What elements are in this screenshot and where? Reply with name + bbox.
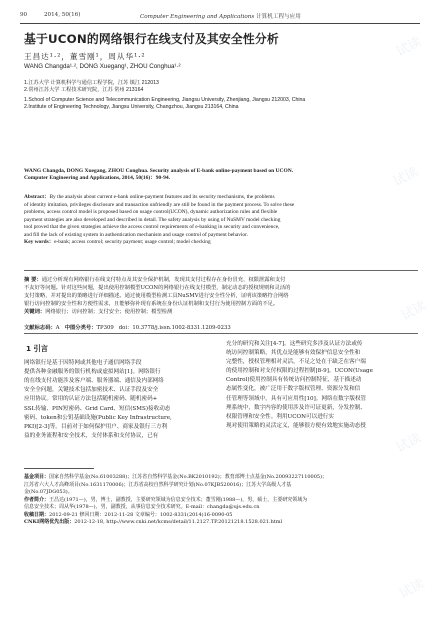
body-line: 任管理等领域中，具有可应用性[10]。网络在数字版权管 bbox=[226, 395, 367, 402]
affiliation-line: 1.江苏大学 计算机科学与通信工程学院，江苏 镇江 212013 bbox=[24, 80, 159, 86]
body-line: 的使用控制和对支付权限的过程控制[8-9]。UCON(Usage bbox=[226, 368, 373, 375]
abstract-line: 银行访问控制的安全性和方便性需求，且能够弥补现有系统在身份认证机制和支付行为使用控制方面的不足。 bbox=[24, 301, 279, 307]
body-line: 理系统中，数字内容的使用涉及许可证更新，分发控制、 bbox=[226, 404, 366, 411]
body-line: 现对使用策略的灵活定义，能够很方便有效地实施动态授 bbox=[226, 422, 366, 429]
doc-code-label: 文献标志码： bbox=[24, 325, 56, 331]
footnote-text: 2012-12-18, http://www.cnki.net/kcms/detail/11.2127.TP.20121218.1528.021.html bbox=[74, 519, 283, 525]
citation-block bbox=[24, 168, 418, 183]
footnote-label: 作者简介： bbox=[24, 496, 50, 503]
keywords-label: Key words： bbox=[24, 239, 55, 245]
doi: doi：10.3778/j.issn.1002-8331.1209-0233 bbox=[118, 325, 231, 331]
watermark: 试读 bbox=[396, 576, 427, 602]
volume-issue: 2014, 50(16) bbox=[44, 12, 81, 18]
footnote-text: 2012-09-21 修回日期：2012-11-28 文章编号：1002-8331(2014)16-0090-05 bbox=[49, 511, 233, 518]
abstract-label: Abstract： bbox=[24, 194, 50, 200]
watermark: 试读 bbox=[393, 430, 424, 456]
clc-label: 中图分类号： bbox=[64, 325, 97, 331]
citation-line: Computer Engineering and Applications, 2014, 50(16)：90-94. bbox=[24, 175, 170, 182]
abstract-label: 摘 要： bbox=[24, 277, 42, 283]
watermark: 试读 bbox=[398, 298, 429, 324]
footnote-text: 王昌达(1971—)，男，博士，副教授，主要研究领域为信息安全技术；董雪刚(1988—)，男，硕士，主要研究领域为 bbox=[49, 496, 308, 503]
body-line: 权限管理和安全性。利用UCON可以进行实 bbox=[226, 413, 334, 420]
footnotes bbox=[24, 474, 418, 527]
divider bbox=[24, 270, 418, 271]
affiliations-chinese bbox=[24, 80, 159, 95]
abstract-line: and fill the lack of existing system in authentication mechanism and usage control of payment behavior. bbox=[24, 231, 248, 238]
body-line: 完整性，授权管理相对灵活，不足之处在于缺乏在客户端 bbox=[226, 359, 366, 366]
keywords-label: 关键词： bbox=[24, 309, 46, 315]
keywords-text: 网络银行；访问控制；支付安全；使用控制；模型检测 bbox=[45, 309, 173, 315]
body-line: SSL传输、PIN短密码、Grid Card、短信(SMS)接收动态 bbox=[24, 405, 171, 412]
footnote-label: 基金项目： bbox=[24, 474, 50, 480]
affiliation-line: 2.Institute of Engineering Technology, Jiangsu University, Changzhou, Jiangsu 213164, China bbox=[24, 104, 239, 111]
authors-chinese: 王昌达¹·²，董雪刚¹，周从华¹·² bbox=[24, 52, 146, 61]
clc-value: TP309 bbox=[96, 325, 114, 331]
body-line: 充分的研究和关注[4-7]。这些研究多涉及认证方法或传 bbox=[226, 341, 363, 347]
affiliation-line: 1.School of Computer Science and Telecommunication Engineering, Jiangsu University, Zhenjiang, Jiangsu 212003, China bbox=[24, 97, 306, 103]
body-line: 态属性变化，被广泛用于数字版权管理、资源分发和信 bbox=[226, 386, 361, 393]
abstract-line: 通过分析现有网络银行在线支付特点及其安全保护机制，发现其支付过程存在身份冒充、权限泄露和支付 bbox=[41, 277, 286, 283]
paper-title: 基于UCON的网络银行在线支付及其安全性分析 bbox=[24, 32, 279, 46]
abstract-line: of identity imitation, privileges disclosure and transaction unfriendly are still be found in the payment process. To solve these bbox=[24, 201, 295, 208]
body-line: 提供各种金融服务的银行机构或虚拟网站[1]。网络银行 bbox=[24, 369, 161, 376]
affiliation-line: 2.常州江苏大学 工程技术研究院，江苏 常州 213164 bbox=[24, 87, 144, 94]
abstract-english bbox=[24, 194, 418, 247]
body-line: 应用协议。常用的认证方法包括随机密码、随机密码+ bbox=[24, 396, 158, 403]
journal-name bbox=[140, 12, 301, 20]
body-line: 网络银行是基于因特网或其他电子通信网络手段 bbox=[24, 360, 142, 367]
footnote-text: 信息安全技术；周从华(1978—)，男，副教授，从事信息安全技术研究。E-mail：changda@ujs.edu.cn bbox=[24, 504, 260, 510]
classification-line bbox=[24, 323, 231, 331]
running-header bbox=[20, 9, 420, 24]
abstract-line: By the analysis about current e-bank online-payment features and its security mechanisms, the problems bbox=[49, 194, 275, 200]
footnote-label: 收稿日期： bbox=[24, 511, 50, 518]
footnote-text: 金(No.07JDG053)。 bbox=[24, 489, 73, 495]
abstract-line: 支付策略，并对提出的策略进行详细描述。通过使用模型检测工具NuSMV进行安全性分析，证明该策略符合网络 bbox=[24, 293, 289, 299]
authors-english: WANG Changda¹·², DONG Xuegang¹, ZHOU Conghua¹·² bbox=[24, 63, 181, 70]
watermark: 试读 bbox=[390, 164, 421, 190]
abstract-line: 不友好等问题。针对这些问题，提出使用控制模型UCON的网络银行在线支付模型，制定动态的授权规则和灵活的 bbox=[24, 285, 291, 291]
footnote-text: 江苏省六大人才高峰项目(No.1631170006)；江苏省高校自然科学研究计划(No.07KJB520016)；江苏大学高级人才基 bbox=[24, 481, 292, 488]
footnote-divider bbox=[24, 468, 94, 469]
abstract-line: tool proved that the given strategies achieve the access control requirements of e-banking in security and convenience, bbox=[24, 224, 280, 230]
abstract-line: payment strategies are also developed and described in detail. The safety analysis by using of NuSMV model checking bbox=[24, 216, 281, 223]
journal-name-cn: 计算机工程与应用 bbox=[256, 14, 301, 20]
journal-name-en: Computer Engineering and Applications bbox=[140, 14, 255, 20]
citation-line: WANG Changda, DONG Xuegang, ZHOU Conghua. Security analysis of E-bank online-payment based on UCON. bbox=[24, 168, 294, 174]
doc-code-value: A bbox=[55, 325, 60, 331]
affiliations-english bbox=[24, 97, 305, 112]
body-line: 的在线支付功能涉及客户端、服务器端、通信及内部网络 bbox=[24, 378, 164, 385]
body-column-right bbox=[226, 340, 418, 431]
abstract-chinese bbox=[24, 276, 418, 316]
body-line: 密码、token和公钥基础设施(Public Key Infrastructure, bbox=[24, 414, 172, 421]
body-line: PKI)[2-3]等。目前对于如何保护用户、商家及银行三方利 bbox=[24, 423, 168, 430]
watermark: 试读 bbox=[393, 34, 424, 60]
abstract-line: problems, access control model is proposed based on usage control(UCON), dynamic authorization rules and flexible bbox=[24, 209, 278, 215]
divider bbox=[24, 333, 418, 334]
section-heading: 1 引言 bbox=[26, 344, 48, 353]
body-column-left bbox=[24, 340, 216, 441]
body-line: 益的业务流程和安全技术，支付体系和支付协议，已有 bbox=[24, 432, 159, 439]
keywords-text: e-bank; access control; security payment; usage control; model checking bbox=[54, 239, 211, 245]
body-line: Control)使用控制具有传统访问控制特征，基于描述动 bbox=[226, 377, 362, 384]
body-line: 安全全问题，关键技术包括加密技术、认证手段及安全 bbox=[24, 387, 159, 394]
body-line: 统访问控制策略，其优点是能够有效保护信息安全性和 bbox=[226, 350, 361, 357]
page-number: 90 bbox=[20, 12, 28, 18]
footnote-label: CNKI网络优先出版： bbox=[24, 519, 75, 525]
footnote-text: 国家自然科学基金(No.61003288)；江苏省自然科学基金(No.BK2010192)；教育部博士点基金(No.20093227110005)； bbox=[49, 474, 328, 480]
